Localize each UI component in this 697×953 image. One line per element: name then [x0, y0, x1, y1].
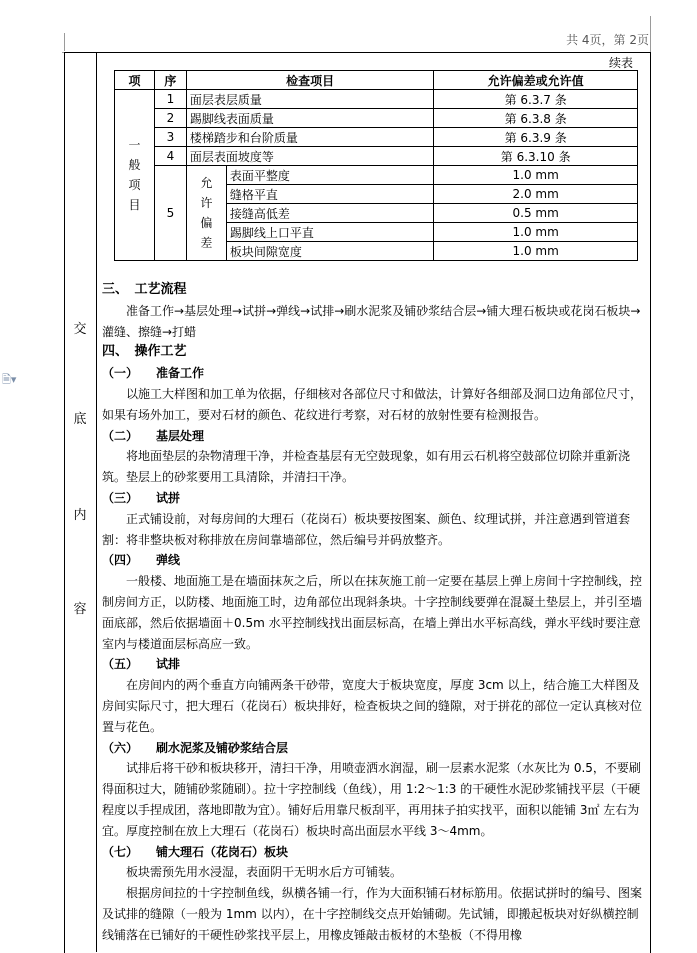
row-value: 第 6.3.9 条 — [434, 128, 638, 147]
table-row — [115, 90, 638, 109]
row-item: 楼梯踏步和台阶质量 — [186, 128, 433, 147]
subrow-value: 1.0 mm — [434, 166, 638, 185]
section-4-title: 四、 操作工艺 — [102, 344, 187, 360]
document-body — [102, 280, 642, 946]
group-label-cell — [115, 90, 155, 261]
subrow-item: 表面平整度 — [226, 166, 434, 185]
sub-3-text: 正式铺设前，对每房间的大理石（花岗石）板块要按图案、颜色、纹理试拼，并注意遇到管道套割：将非整块板对称排放在房间靠墙部位，然后编号并码放整齐。 — [102, 511, 631, 547]
row5-char: 差 — [200, 236, 213, 250]
subrow-item: 踢脚线上口平直 — [226, 223, 434, 242]
side-char-4: 容 — [73, 602, 87, 617]
table-row — [115, 166, 638, 185]
row5-label-cell — [186, 166, 226, 261]
group-char: 项 — [128, 178, 141, 192]
subrow-item: 板块间隙宽度 — [226, 242, 434, 261]
header-item: 项 — [115, 71, 155, 90]
row-value: 第 6.3.8 条 — [434, 109, 638, 128]
side-label-column — [64, 52, 97, 952]
row-value: 第 6.3.7 条 — [434, 90, 638, 109]
subrow-value: 1.0 mm — [434, 242, 638, 261]
continued-label: 续表 — [608, 56, 633, 70]
group-char: 目 — [128, 198, 141, 212]
inspection-table — [114, 70, 638, 261]
table-row — [115, 109, 638, 128]
subrow-value: 0.5 mm — [434, 204, 638, 223]
sub-5-title: （五） 试排 — [102, 657, 181, 672]
table-row — [115, 147, 638, 166]
sub-6-text: 试排后将干砂和板块移开，清扫干净，用喷壶洒水润湿，刷一层素水泥浆（水灰比为 0.5，不要刷得面积过大，随铺砂浆随刷）。拉十字控制线（鱼线），用 1:2～1:3 的干硬性水泥砂浆铺找平层（干硬程度以手捏成团，落地即散为宜）。铺好后用靠尺板刮平，再用抹子拍实找平，面积以能铺 3㎡ 左右为宜。厚度控制在放上大理石（花岗石）板块时高出面层水平线 3～4mm。 — [102, 761, 641, 838]
sub-7-title: （七） 铺大理石（花岗石）板块 — [102, 844, 289, 859]
sub-2-text: 将地面垫层的杂物清理干净，并检查基层有无空鼓现象，如有用云石机将空鼓部位切除并重新浇筑。垫层上的砂浆要用工具清除，并清扫干净。 — [102, 449, 631, 485]
side-char-2: 底 — [73, 412, 87, 427]
row-item: 面层表层质量 — [186, 90, 433, 109]
sub-3-title: （三） 试拼 — [102, 490, 181, 505]
side-char-1: 交 — [73, 322, 87, 337]
row5-char: 许 — [200, 196, 213, 210]
row-no: 4 — [154, 147, 186, 166]
header-allowance: 允许偏差或允许值 — [434, 71, 638, 90]
row-no: 1 — [154, 90, 186, 109]
subrow-item: 缝格平直 — [226, 185, 434, 204]
subrow-value: 2.0 mm — [434, 185, 638, 204]
group-char: 一 — [128, 138, 141, 152]
sub-4-title: （四） 弹线 — [102, 553, 181, 568]
sub-1-text: 以施工大样图和加工单为依据，仔细核对各部位尺寸和做法，计算好各细部及洞口边角部位尺寸，如果有场外加工，要对石材的颜色、花纹进行考察，对石材的放射性要有检测报告。 — [102, 386, 643, 422]
document-icon[interactable]: 🗎▾ — [2, 373, 17, 386]
section-3-text: 准备工作→基层处理→试拼→弹线→试排→刷水泥浆及铺砂浆结合层→铺大理石板块或花岗石板块→灌缝、擦缝→打蜡 — [102, 303, 641, 339]
sub-6-title: （六） 刷水泥浆及铺砂浆结合层 — [102, 740, 289, 755]
page-info: 共 4页，第 2页 — [566, 33, 649, 47]
row5-char: 允 — [200, 176, 213, 190]
section-3-title: 三、 工艺流程 — [102, 282, 187, 297]
sub-7-text-2: 根据房间拉的十字控制鱼线，纵横各铺一行，作为大面积铺石材标筋用。依据试拼时的编号、图案及试排的缝隙（一般为 1mm 以内），在十字控制线交点开始铺砌。先试铺，即搬起板块对好纵横控制线铺落在已铺好的干硬性砂浆找平层上，用橡皮锤敲击板材的木垫板（不得用橡 — [102, 886, 643, 942]
row-value: 第 6.3.10 条 — [434, 147, 638, 166]
sub-2-title: （二） 基层处理 — [102, 428, 205, 443]
header-no: 序 — [154, 71, 186, 90]
sub-5-text: 在房间内的两个垂直方向铺两条干砂带，宽度大于板块宽度，厚度 3cm 以上，结合施工大样图及房间实际尺寸，把大理石（花岗石）板块排好，检查板块之间的缝隙，对于拼花的部位一定认真核对位置与花色。 — [102, 678, 643, 734]
row-item: 踢脚线表面质量 — [186, 109, 433, 128]
sub-1-title: （一） 准备工作 — [102, 366, 205, 381]
side-char-3: 内 — [73, 508, 87, 523]
row-no: 2 — [154, 109, 186, 128]
row5-char: 偏 — [200, 216, 213, 230]
crop-mark-right — [650, 16, 651, 52]
row-item: 面层表面坡度等 — [186, 147, 433, 166]
sub-4-text: 一般楼、地面施工是在墙面抹灰之后，所以在抹灰施工前一定要在基层上弹上房间十字控制线，控制房间方正，以防楼、地面施工时，边角部位出现斜条块。十字控制线要弹在混凝土垫层上，并引至墙面底部，然后依据墙面＋0.5m 水平控制线找出面层标高，在墙上弹出水平标高线，弹水平线时要注意室内与楼道面层标高应一致。 — [102, 574, 643, 651]
subrow-item: 接缝高低差 — [226, 204, 434, 223]
subrow-value: 1.0 mm — [434, 223, 638, 242]
row-no: 5 — [154, 166, 186, 261]
group-char: 般 — [128, 158, 141, 172]
crop-mark-left — [64, 33, 65, 51]
header-check-item: 检查项目 — [186, 71, 433, 90]
table-header-row — [115, 71, 638, 90]
sub-7-text-1: 板块需预先用水浸湿，表面阴干无明水后方可铺装。 — [126, 865, 403, 880]
row-no: 3 — [154, 128, 186, 147]
table-row — [115, 128, 638, 147]
